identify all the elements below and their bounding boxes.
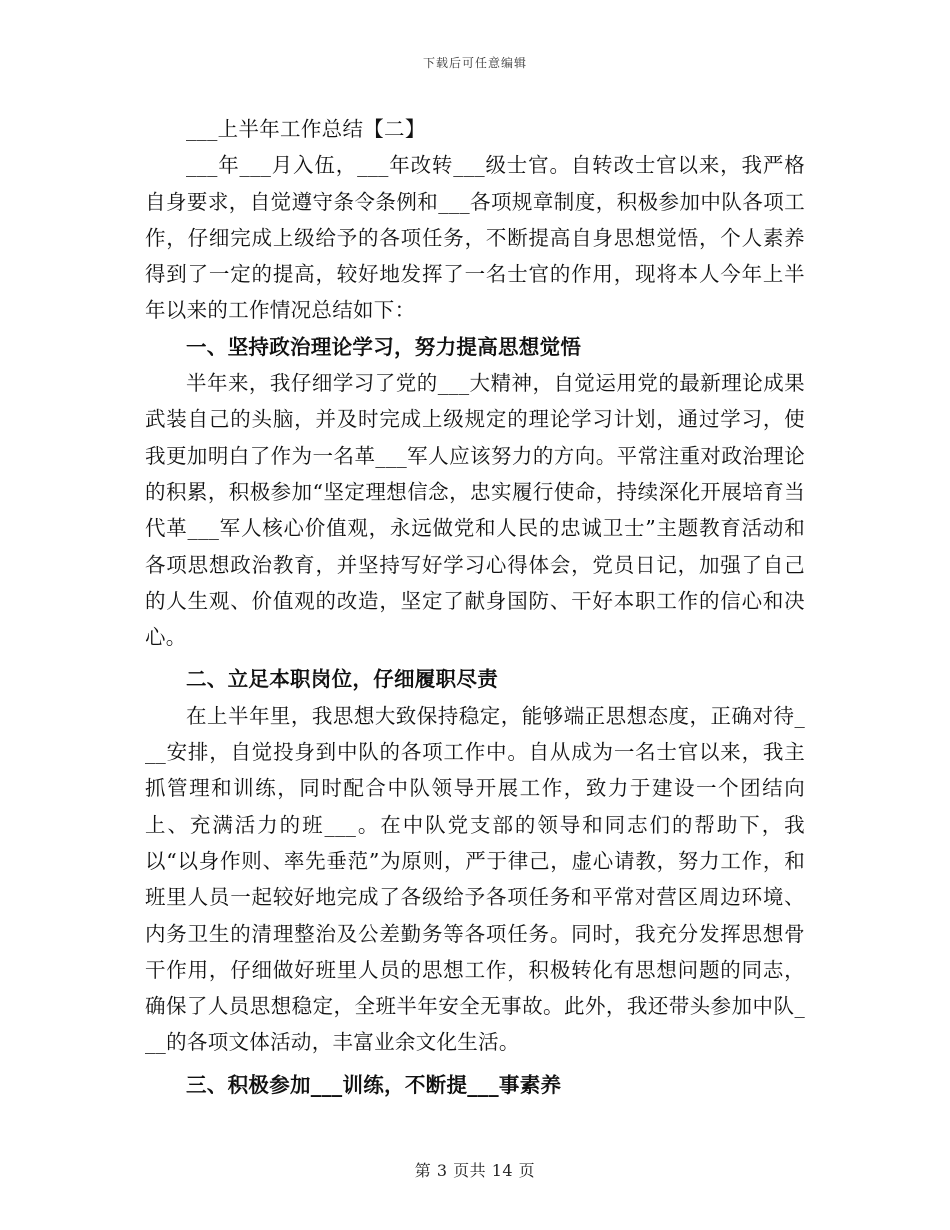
section-heading-1: 一、坚持政治理论学习，努力提高思想觉悟: [186, 334, 582, 359]
page-number: 第 3 页共 14 页: [414, 1161, 536, 1180]
section-paragraph-1: 半年来，我仔细学习了党的___大精神，自觉运用党的最新理论成果武装自己的头脑，并及时完成上级规定的理论学习计划，通过学习，使我更加明白了作为一名革___军人应该努力的方向。平常注重对政治理论的积累，积极参加“坚定理想信念，忠实履行使命，持续深化开展培育当代革___军人核心价值观，永远做党和人民的忠诚卫士”主题教育活动和各项思想政治教育，并坚持写好学习心得体会，党员日记，加强了自己的人生观、价值观的改造，坚定了献身国防、干好本职工作的信心和决心。: [145, 371, 805, 650]
page-header-note: 下载后可任意编辑: [422, 56, 527, 70]
document-title: ___上半年工作总结【二】: [186, 117, 426, 141]
section-heading-3: 三、积极参加___训练，不断提___事素养: [186, 1072, 562, 1097]
intro-paragraph: ___年___月入伍，___年改转___级士官。自转改士官以来，我严格自身要求，自觉遵守条令条例和___各项规章制度，积极参加中队各项工作，仔细完成上级给予的各项任务，不断提高自身思想觉悟，个人素养得到了一定的提高，较好地发挥了一名士官的作用，现将本人今年上半年以来的工作情况总结如下：: [145, 153, 805, 323]
section-paragraph-2: 在上半年里，我思想大致保持稳定，能够端正思想态度，正确对待___安排，自觉投身到中队的各项工作中。自从成为一名士官以来，我主抓管理和训练，同时配合中队领导开展工作，致力于建设一个团结向上、充满活力的班___。在中队党支部的领导和同志们的帮助下，我以“以身作则、率先垂范”为原则，严于律己，虚心请教，努力工作，和班里人员一起较好地完成了各级给予各项任务和平常对营区周边环境、内务卫生的清理整治及公差勤务等各项任务。同时，我充分发挥思想骨干作用，仔细做好班里人员的思想工作，积极转化有思想问题的同志，确保了人员思想稳定，全班半年安全无事故。此外，我还带头参加中队___的各项文体活动，丰富业余文化生活。: [145, 703, 805, 1055]
section-heading-2: 二、立足本职岗位，仔细履职尽责: [186, 667, 498, 692]
document-body: [145, 111, 805, 1103]
